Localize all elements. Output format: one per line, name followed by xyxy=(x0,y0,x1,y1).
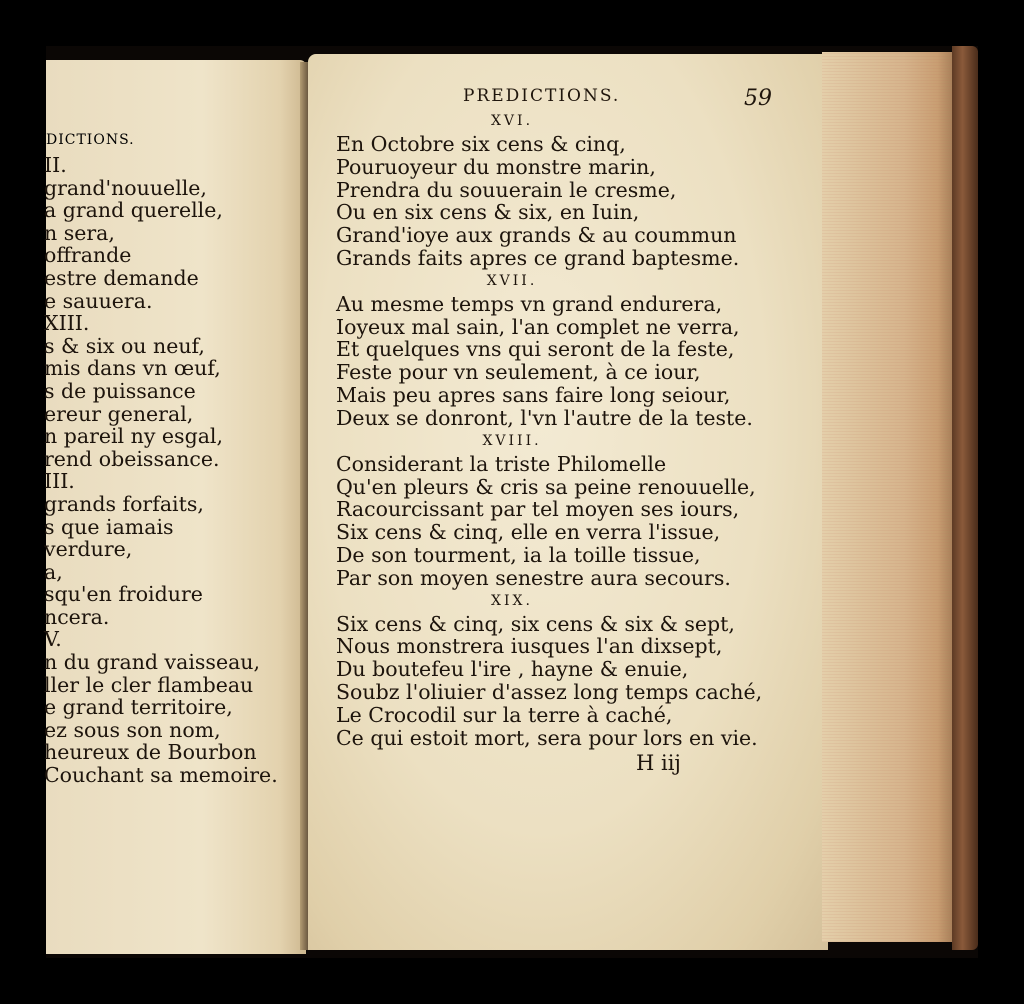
verse-line: Nous monstrera iusques l'an dixsept, xyxy=(336,634,723,659)
verse-line: Racourcissant par tel moyen ses iours, xyxy=(336,497,740,522)
left-running-head: DICTIONS. xyxy=(46,132,135,148)
left-page-line: ereur general, xyxy=(44,401,194,426)
verse-line: Et quelques vns qui seront de la feste, xyxy=(336,337,735,362)
left-page-line: ller le cler flambeau xyxy=(44,672,254,697)
verse-line: Deux se donront, l'vn l'autre de la teste. xyxy=(336,405,753,430)
verse-line: Du boutefeu l'ire , hayne & enuie, xyxy=(336,657,689,682)
left-page-line: III. xyxy=(44,469,75,494)
quatrain-numeral: XIX. xyxy=(491,592,533,609)
left-page-line: s & six ou neuf, xyxy=(44,333,205,358)
left-page-line: ez sous son nom, xyxy=(44,717,221,742)
left-page-line: grands forfaits, xyxy=(44,491,204,516)
left-page-line: II. xyxy=(44,153,67,177)
left-page-line: e sauuera. xyxy=(44,288,153,313)
verse-line: Six cens & cinq, six cens & six & sept, xyxy=(336,611,735,636)
left-page-line: Couchant sa memoire. xyxy=(44,763,278,788)
left-page-line: a, xyxy=(44,559,63,584)
book-cover-edge xyxy=(952,46,978,950)
page-edges xyxy=(822,52,958,942)
left-page-line: mis dans vn œuf, xyxy=(44,356,221,381)
verse-line: Mais peu apres sans faire long seiour, xyxy=(336,383,731,408)
right-page xyxy=(308,54,828,950)
left-page-line: n pareil ny esgal, xyxy=(44,424,223,449)
open-book xyxy=(46,46,978,958)
verse-line: Qu'en pleurs & cris sa peine renouuelle, xyxy=(336,474,756,499)
quatrain-numeral: XVIII. xyxy=(482,432,542,449)
left-page-line: V. xyxy=(44,627,62,652)
left-page-line: heureux de Bourbon xyxy=(44,740,257,765)
verse-line: Le Crocodil sur la terre à caché, xyxy=(336,702,673,727)
left-page-lines xyxy=(46,154,296,787)
verse-line: De son tourment, ia la toille tissue, xyxy=(336,543,701,568)
verse-line: Ioyeux mal sain, l'an complet ne verra, xyxy=(336,314,740,339)
left-page-line: s de puissance xyxy=(44,378,196,403)
left-page-line: s que iamais xyxy=(44,514,174,539)
verse-line: En Octobre six cens & cinq, xyxy=(336,131,626,156)
verse-line: Feste pour vn seulement, à ce iour, xyxy=(336,360,701,385)
quatrain-numeral: XVII. xyxy=(486,272,538,289)
verse-line: Grand'ioye aux grands & au coummun xyxy=(336,223,737,248)
left-page-line: verdure, xyxy=(44,537,133,562)
left-page-line: rend obeissance. xyxy=(44,446,220,471)
left-page-line: n sera, xyxy=(44,220,115,245)
verse-line: Considerant la triste Philomelle xyxy=(336,451,667,476)
left-page xyxy=(46,60,306,954)
left-page-line: grand'nouuelle, xyxy=(44,175,207,200)
left-page-line: squ'en froidure xyxy=(44,582,203,607)
verse-line: Au mesme temps vn grand endurera, xyxy=(336,291,723,316)
left-page-line: a grand querelle, xyxy=(44,198,223,223)
left-page-line: n du grand vaisseau, xyxy=(44,650,261,675)
page-number: 59 xyxy=(744,86,772,111)
verse-line: Pouruoyeur du monstre marin, xyxy=(336,154,656,179)
verse-line: Ce qui estoit mort, sera pour lors en vie. xyxy=(336,725,758,750)
verse-line: Ou en six cens & six, en Iuin, xyxy=(336,200,640,225)
left-page-line: e grand territoire, xyxy=(44,695,233,720)
verse-line: Par son moyen senestre aura secours. xyxy=(336,565,731,590)
left-page-line: estre demande xyxy=(44,265,199,290)
left-page-line: offrande xyxy=(44,243,132,268)
verse-line: Grands faits apres ce grand baptesme. xyxy=(336,246,740,271)
right-page-text xyxy=(336,110,776,776)
quatrain-numeral: XVI. xyxy=(490,113,534,129)
verse-line: Prendra du souuerain le cresme, xyxy=(336,177,677,202)
verse-line: Soubz l'oliuier d'assez long temps caché, xyxy=(336,680,763,705)
verse-line: Six cens & cinq, elle en verra l'issue, xyxy=(336,520,721,545)
left-page-line: ncera. xyxy=(44,604,110,629)
left-page-line: XIII. xyxy=(44,311,90,336)
running-head: PREDICTIONS. xyxy=(463,86,621,106)
signature-mark: H iij xyxy=(636,750,681,775)
